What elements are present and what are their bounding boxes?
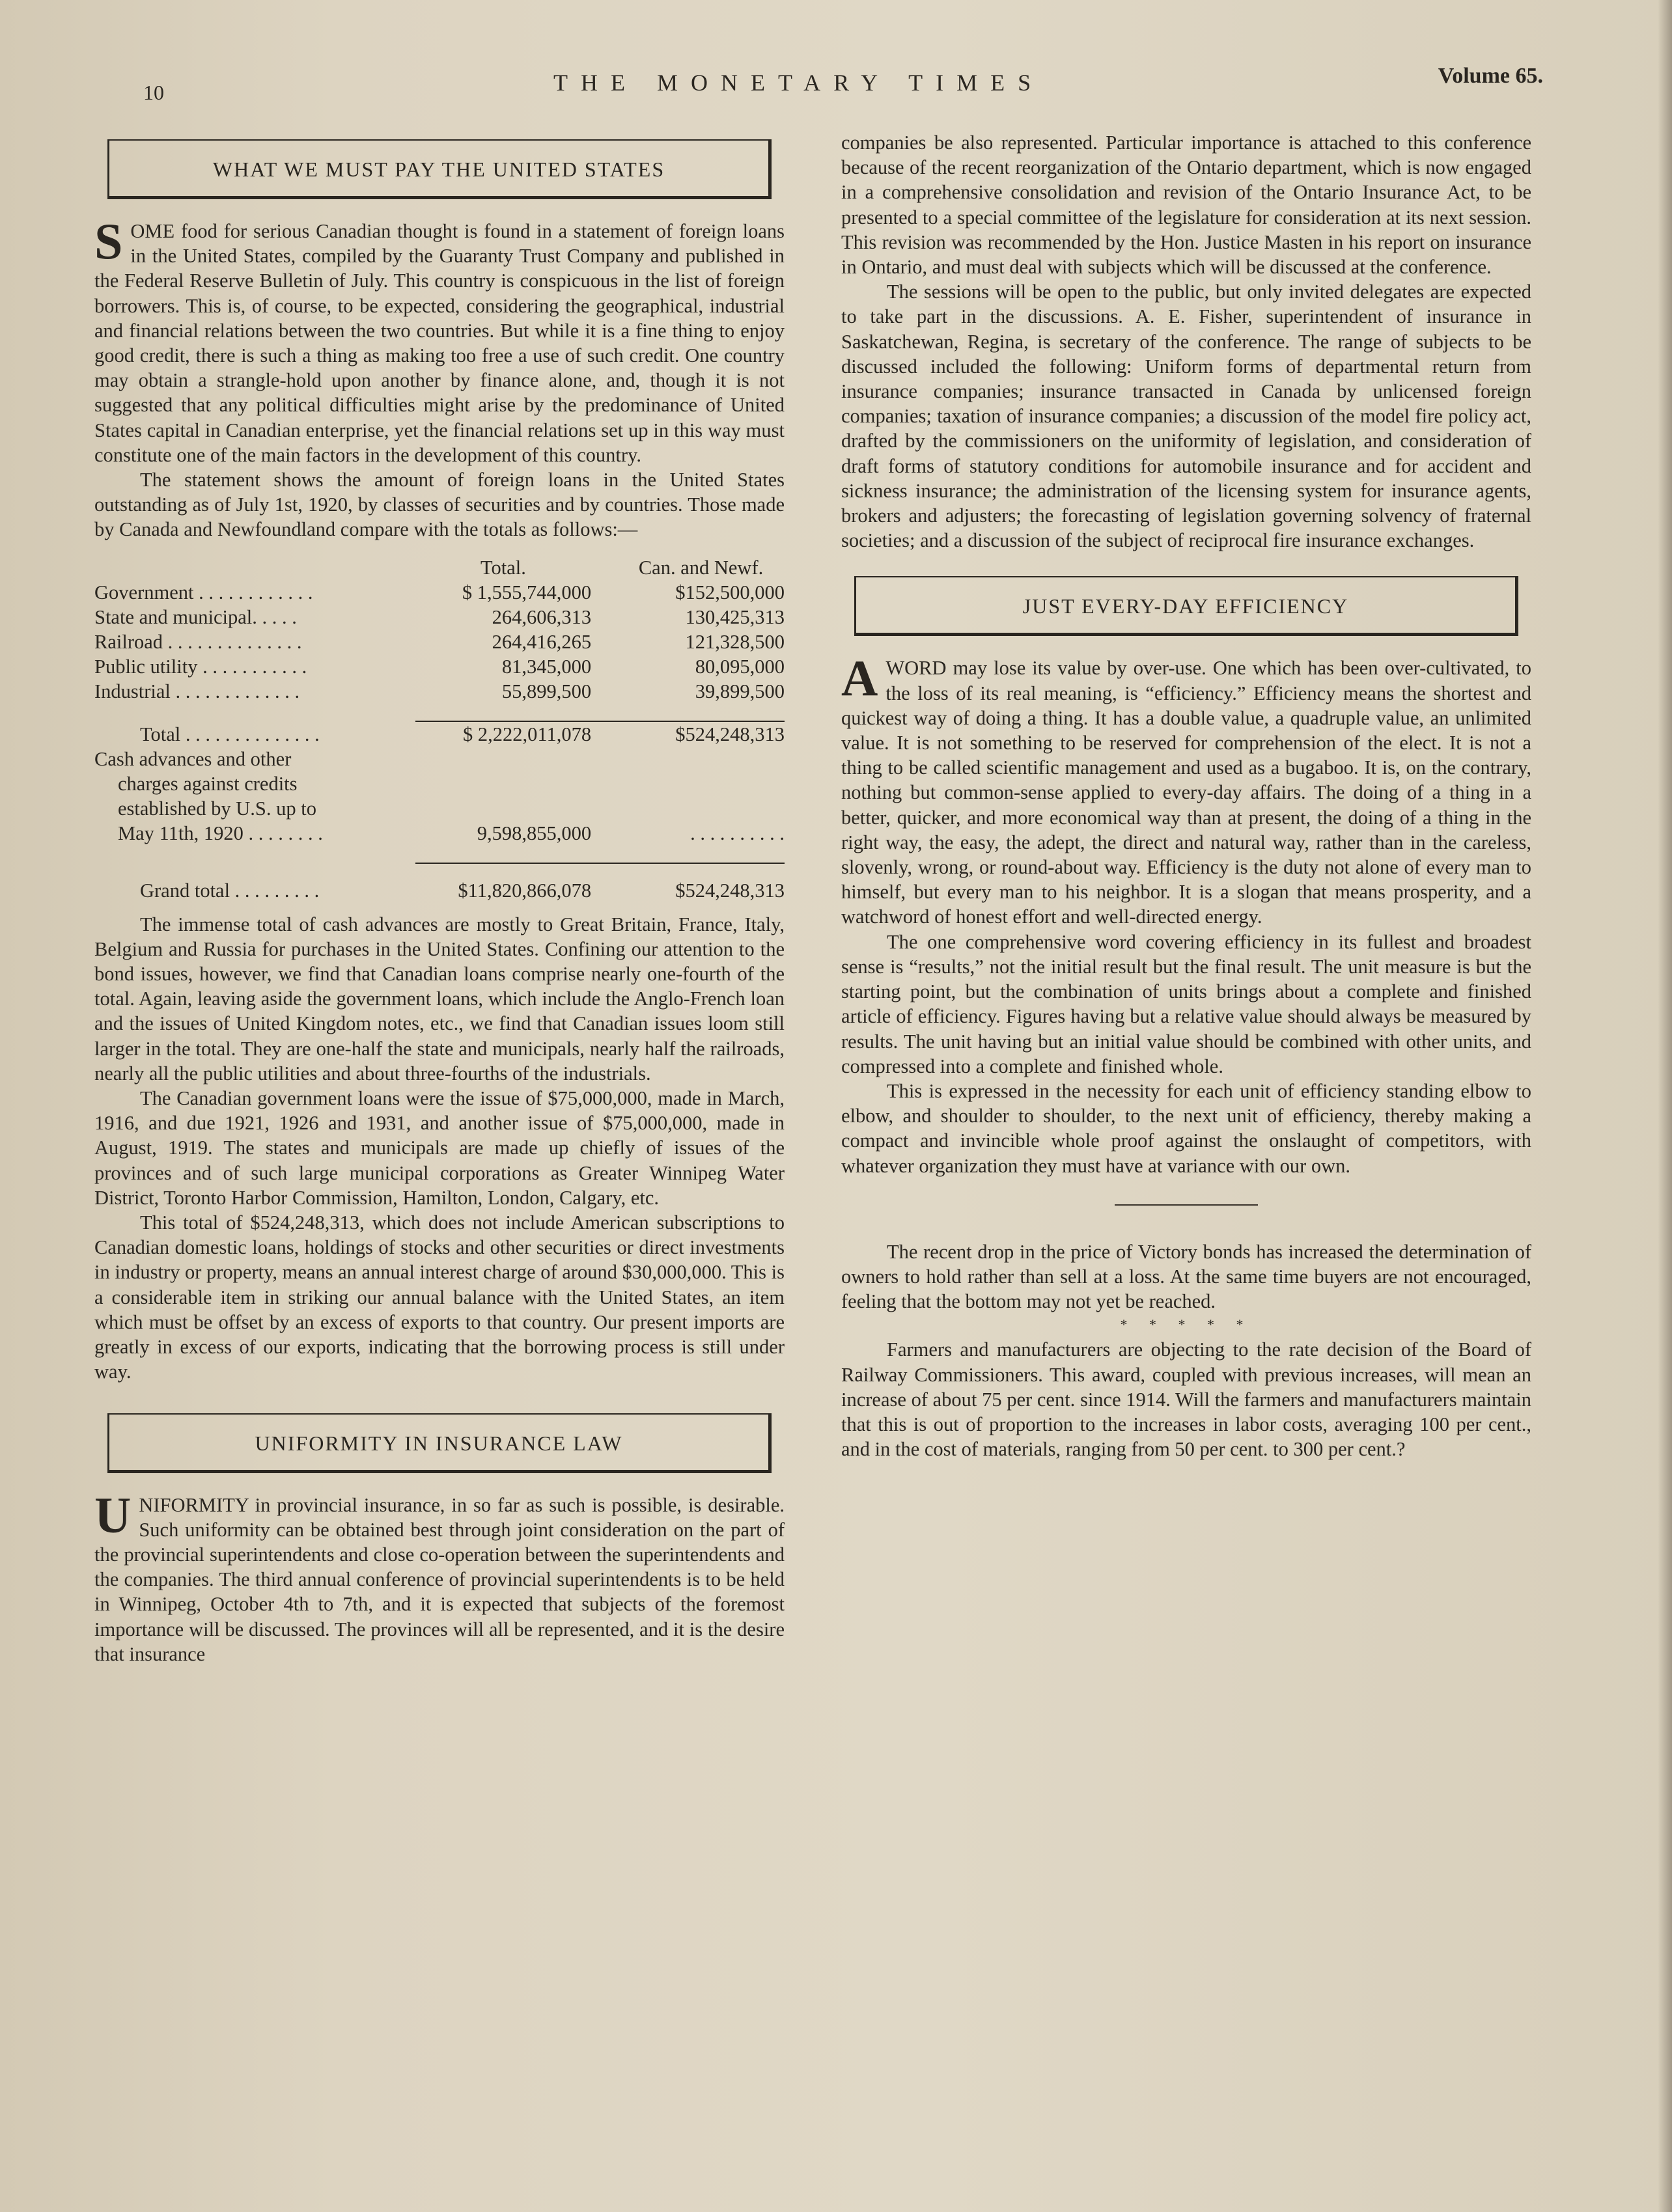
table-rule — [94, 704, 785, 722]
article-paragraph: The sessions will be open to the public, but only invited delegates are expected to take part in the discussions. A. E. Fisher, superintendent of insurance in Saskatchewan, Regina, is secretary of the conference. The range of subjects to be discussed included the following: Uniform forms of departmental return from insurance companies; insurance transacted in Canada by unlicensed foreign companies; taxation of insurance companies; a discussion of the model fire policy act, drafted by the commissioners on the uniformity of legislation, and consideration of draft forms of statutory conditions for automobile insurance and for accident and sickness insurance; the administration of the licensing system for insurance agents, brokers and adjusters; the forecasting of legislation governing solvency of fraternal societies; and a discussion of the subject of reciprocal fire insurance exchanges. — [841, 281, 1531, 552]
article-paragraph: The immense total of cash advances are mostly to Great Britain, France, Italy, Belgium and Russia for purchases in the United States. Confining our attention to the bond issues, however, we find that Canadian loans comprise nearly one-fourth of the total. Again, leaving aside the government loans, which include the Anglo-French loan and the issues of United Kingdom notes, etc., we find that Canadian issues loom still larger in the total. They are one-half the state and municipals, nearly half the railroads, nearly all the public utilities and about three-fourths of the industrials. — [94, 913, 785, 1085]
article-paragraph: The one comprehensive word covering efficiency in its fullest and broadest sense is “results,” not the initial result but the final result. The unit measure is but the starting point, but the combination of units brings about a complete and finished article of efficiency. Figures having but a relative value should always be measured by results. The unit having but an initial value should be combined with other units, and compressed into a complete and finished whole. — [841, 930, 1531, 1077]
news-note: The recent drop in the price of Victory bonds has increased the determination of owners to hold rather than sell at a loss. At the same time buyers are not encouraged, feeling that the bottom may not yet be reached. — [841, 1240, 1531, 1313]
running-header — [137, 64, 1543, 103]
section-divider — [1115, 1204, 1258, 1206]
article-paragraph: The Canadian government loans were the issue of $75,000,000, made in March, 1916, and due 1921, 1926 and 1931, and another issue of $75,000,000, made in August, 1919. The states and municipals are made up chiefly of issues of the provinces and of such large municipal corporations as Greater Winnipeg Water District, Toronto Harbor Commission, Hamilton, London, Calgary, etc. — [94, 1087, 785, 1209]
table-total-row: Total . . . . . . . . . . . . . . $ 2,222,011,078 $524,248,313 — [140, 723, 785, 745]
foreign-loans-table — [94, 555, 785, 903]
article-paragraph: UNIFORMITY in provincial insurance, in so far as such is possible, is desirable. Such uniformity can be obtained best through joint consideration on the part of the provincial superintendents and close co-operation between the superintendents and the companies. The third annual conference of provincial superintendents is to be held in Winnipeg, October 4th to 7th, and it is expected that subjects of the foremost importance will be discussed. The provinces will all be represented, and it is the desire that insurance — [94, 1486, 785, 1665]
table-row: charges against credits — [118, 772, 298, 795]
article-paragraph: This total of $524,248,313, which does not include American subscriptions to Canadian domestic loans, holdings of stocks and other securities or direct investments in industry or property, means an annual interest charge of around $30,000,000. This is a considerable item in striking our annual balance with the United States, an item which must be offset by an excess of exports to that country. Our present imports are greatly in excess of our exports, indicating that the borrowing process is still under way. — [94, 1211, 785, 1383]
left-column — [94, 130, 785, 1666]
article-paragraph: SOME food for serious Canadian thought is found in a statement of foreign loans in the United States, compiled by the Guaranty Trust Company and published in the Federal Reserve Bulletin of July. This country is conspicuous in the list of foreign borrowers. This is, of course, to be expected, considering the geographical, industrial and financial relations between the two countries. But while it is a fine thing to enjoy good credit, there is such a thing as making too free a use of such credit. One country may obtain a strangle-hold upon another by finance alone, and, though it is not suggested that any political difficulties might arise by the predominance of United States capital in Canadian enterprise, yet the financial relations set up in this way must constitute one of the main factors in the development of this country. — [94, 213, 785, 466]
heading-what-we-must-pay: WHAT WE MUST PAY THE UNITED STATES — [107, 139, 772, 199]
article-paragraph: AWORD may lose its value by over-use. One which has been over-cultivated, to the loss of its real meaning, is “efficiency.” Efficiency means the shortest and quickest way of doing a thing. It has a double value, a quadruple value, an unlimited value. It is not something to be reserved for comprehension of the elect. It is not a thing to be called scientific management and used as a bugaboo. It is, on the contrary, nothing but common-sense applied to every-day affairs. The doing of a thing in a better, quicker, and more economical way than at present, the doing of a thing in the right way, the easy, the adept, the direct and natural way, rather than in the careless, slovenly, wrong, or round-about way. Efficiency is the duty not alone of every man to himself, but every man to his neighbor. It is a slogan that means prosperity, and a watchword of honest effort and well-directed energy. — [841, 650, 1531, 928]
article-paragraph: This is expressed in the necessity for each unit of efficiency standing elbow to elbow, and shoulder to shoulder, to the next unit of efficiency, thereby making a compact and invincible whole proof against the onslaught of competitors, with whatever organization they must have at variance with our own. — [841, 1079, 1531, 1177]
drop-cap: U — [94, 1486, 132, 1543]
heading-every-day-efficiency: JUST EVERY-DAY EFFICIENCY — [854, 576, 1518, 636]
table-row: Cash advances and other — [94, 747, 292, 770]
publication-title: THE MONETARY TIMES — [553, 70, 1044, 96]
table-row: Railroad . . . . . . . . . . . . . . 264,416,265 121,328,500 — [94, 630, 785, 653]
right-column — [841, 130, 1531, 1461]
table-row: established by U.S. up to — [118, 797, 316, 820]
column-header-can: Can. and Newf. — [638, 556, 764, 579]
table-row: State and municipal. . . . . 264,606,313 130,425,313 — [94, 605, 785, 628]
drop-cap: S — [94, 213, 123, 270]
article-paragraph: companies be also represented. Particular importance is attached to this conference because of the recent reorganization of the Ontario department, which is now engaged in a comprehensive consolidation and revision of the Ontario Insurance Act, to be presented to a special committee of the legislature for consideration at its next session. This revision was recommended by the Hon. Justice Masten in his report on insurance in Ontario, and must deal with subjects which will be discussed at the conference. — [841, 131, 1531, 279]
drop-cap: A — [841, 650, 878, 707]
page-number: 10 — [143, 81, 164, 104]
column-header-total: Total. — [480, 556, 526, 579]
table-rule — [94, 846, 785, 864]
table-row: Industrial . . . . . . . . . . . . . 55,899,500 39,899,500 — [94, 680, 785, 702]
volume-label: Volume 65. — [1438, 64, 1543, 88]
article-paragraph: The statement shows the amount of foreign loans in the United States outstanding as of July 1st, 1920, by classes of securities and by countries. Those made by Canada and Newfoundland compare with the totals as follows:— — [94, 469, 785, 541]
heading-uniformity-insurance: UNIFORMITY IN INSURANCE LAW — [107, 1413, 772, 1473]
table-row: Government . . . . . . . . . . . . $ 1,555,744,000 $152,500,000 — [94, 581, 785, 603]
table-grand-total-row: Grand total . . . . . . . . . $11,820,866,078 $524,248,313 — [140, 879, 785, 902]
asterism-divider: * * * * * — [1120, 1316, 1253, 1333]
table-row: Public utility . . . . . . . . . . . 81,345,000 80,095,000 — [94, 655, 785, 678]
binding-shadow — [1658, 0, 1672, 2212]
table-header-row — [94, 555, 785, 580]
news-note: Farmers and manufacturers are objecting to the rate decision of the Board of Railway Commissioners. This award, coupled with previous increases, will mean an increase of about 75 per cent. since 1914. Will the farmers and manufacturers maintain that this is out of proportion to the increases in labor costs, averaging 100 per cent., and in the cost of materials, ranging from 50 per cent. to 300 per cent.? — [841, 1338, 1531, 1461]
table-row: May 11th, 1920 . . . . . . . . 9,598,855,000 . . . . . . . . . . — [118, 822, 785, 844]
